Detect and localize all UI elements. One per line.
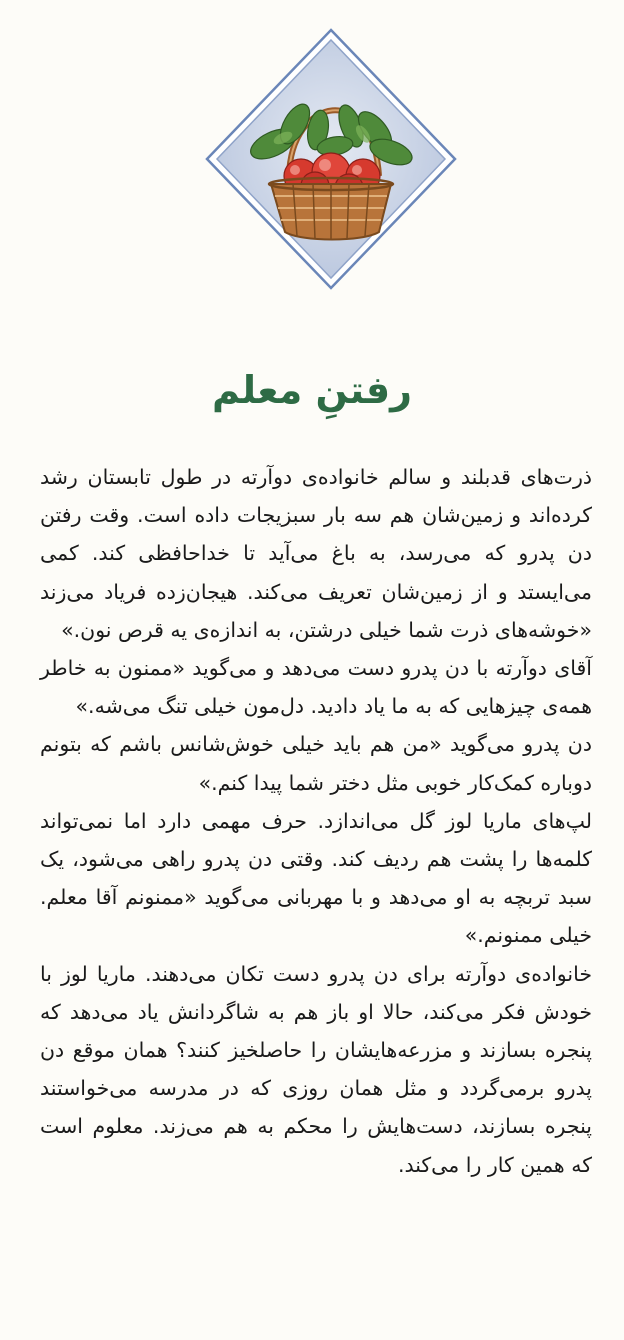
vegetable-basket-icon xyxy=(203,26,459,292)
paragraph: دن پدرو می‌گوید «من هم باید خیلی خوش‌شانس باشم که بتونم دوباره کمک‌کار خوبی مثل دختر شما پیدا کنم.» xyxy=(40,732,592,795)
radish-basket-illustration xyxy=(203,26,459,292)
paragraph: ذرت‌های قدبلند و سالم خانواده‌ی دوآرته در طول تابستان رشد کرده‌اند و زمین‌شان هم سه بار سبزیجات داده است. وقت رفتن دن پدرو که می‌رسد، به باغ می‌آید تا خداحافظی کند. کمی می‌ایستد و از زمین‌شان تعریف می‌کند. هیجان‌زده فریاد می‌زند «خوشه‌های ذرت شما خیلی درشتن، به اندازه‌ی یه قرص نون.» xyxy=(40,465,592,642)
story-text xyxy=(40,458,592,1184)
chapter-title: رفتنِ معلم xyxy=(212,368,412,412)
paragraph: آقای دوآرته با دن پدرو دست می‌دهد و می‌گوید «ممنون به خاطر همه‌ی چیزهایی که به ما یاد دادید. دل‌مون خیلی تنگ می‌شه.» xyxy=(40,656,592,719)
paragraph: لپ‌های ماریا لوز گل می‌اندازد. حرف مهمی دارد اما نمی‌تواند کلمه‌ها را پشت هم ردیف کند. وقتی دن پدرو راهی می‌شود، یک سبد تربچه به او می‌دهد و با مهربانی می‌گوید «ممنونم آقا معلم. خیلی ممنونم.» xyxy=(40,808,592,948)
paragraph: خانواده‌ی دوآرته برای دن پدرو دست تکان می‌دهند. ماریا لوز با خودش فکر می‌کند، حالا او باز هم به شاگردانش یاد می‌دهد که پنجره بسازند و مزرعه‌هایشان را حاصلخیز کنند؟ همان موقع دن پدرو برمی‌گردد و مثل همان روزی که در مدرسه می‌خواستند پنجره بسازند، دست‌هایش را محکم به هم می‌زند. معلوم است که همین کار را می‌کند. xyxy=(40,961,592,1177)
